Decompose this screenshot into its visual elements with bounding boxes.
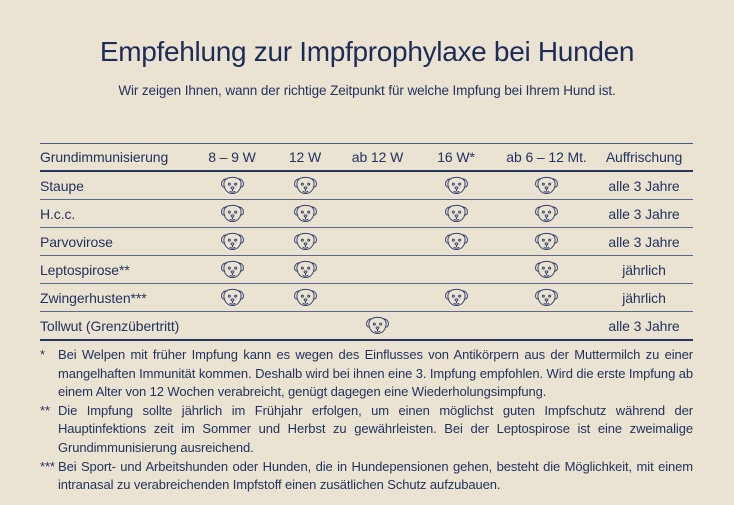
row-label: Parvovirose [40,233,113,250]
footnote [40,458,693,495]
dose-cell [195,203,269,225]
dog-face-icon [443,231,470,253]
table-row [40,256,693,284]
dose-cell [341,315,414,337]
footnote [40,402,693,458]
refresh-interval: alle 3 Jahre [608,233,680,250]
row-label: Zwingerhusten*** [40,289,147,306]
refresh-interval: jährlich [622,261,666,278]
row-label: Staupe [40,177,84,194]
dose-cell [269,203,341,225]
dose-cell [414,175,498,197]
column-header-12w: 12 W [288,149,322,165]
dog-face-icon [443,203,470,225]
dose-cell [195,175,269,197]
table-row [40,312,693,341]
dose-cell [498,231,595,253]
row-label: Tollwut (Grenzübertritt) [40,317,180,334]
refresh-interval: jährlich [622,289,666,306]
dose-cell [498,259,595,281]
dose-cell [195,287,269,309]
dog-face-icon [443,175,470,197]
footnote-text: Bei Sport- und Arbeitshunden oder Hunden, die in Hundepensionen gehen, besteht die Möglichkeit, mit einem intranasal zu verabreichenden Impfstoff einen zusätlichen Schutz aufzubauen. [58,458,693,493]
column-header-grundimmunisierung: Grundimmunisierung [40,149,169,165]
dog-face-icon [292,203,319,225]
table-row [40,228,693,256]
dog-face-icon [219,203,246,225]
footnote-marker: ** [40,402,50,418]
dog-face-icon [364,315,391,337]
dog-face-icon [219,175,246,197]
dose-cell [195,259,269,281]
footnote-marker: * [40,347,45,362]
vaccination-table [40,143,693,341]
footnotes [40,346,693,495]
column-header-6-12mt: ab 6 – 12 Mt. [506,149,587,165]
table-header-row [40,143,693,172]
dose-cell [498,287,595,309]
table-row [40,284,693,312]
dose-cell [414,231,498,253]
dog-face-icon [533,287,560,309]
dose-cell [498,175,595,197]
dog-face-icon [292,259,319,281]
footnote-text: Die Impfung sollte jährlich im Frühjahr erfolgen, um einen möglichst guten Impfschutz während der Hauptinfektions zeit im Sommer und Herbst zu gewährleisten. Bei der Leptospirose ist eine zweimalige Grundimmunisierung ausreichend. [58,402,693,455]
row-label: Leptospirose** [40,261,130,278]
dose-cell [269,231,341,253]
dog-face-icon [292,287,319,309]
dog-face-icon [533,175,560,197]
page-title: Empfehlung zur Impfprophylaxe bei Hunden [99,36,635,67]
row-label: H.c.c. [40,205,76,222]
dose-cell [269,175,341,197]
table-row [40,172,693,200]
dose-cell [195,231,269,253]
dose-cell [269,287,341,309]
page-subtitle: Wir zeigen Ihnen, wann der richtige Zeitpunkt für welche Impfung bei Ihrem Hund ist. [118,83,616,98]
column-header-8-9w: 8 – 9 W [208,149,256,165]
dog-face-icon [533,231,560,253]
dog-face-icon [219,231,246,253]
dog-face-icon [219,259,246,281]
footnote-text: Bei Welpen mit früher Impfung kann es wegen des Einflusses von Antikörpern aus der Muttermilch zu einer mangelhaften Immunität kommen. Deshalb wird bei ihnen eine 3. Impfung empfohlen. Wird die erste Impfung ab einem Alter von 12 Wochen verabreicht, genügt dagegen eine Wiederholungsimpfung. [58,347,693,400]
dog-face-icon [292,231,319,253]
footnote-marker: *** [40,458,55,474]
dog-face-icon [292,175,319,197]
dog-face-icon [443,287,470,309]
column-header-ab12w: ab 12 W [351,149,404,165]
footnote [40,346,693,402]
dose-cell [269,259,341,281]
refresh-interval: alle 3 Jahre [608,205,680,222]
dose-cell [414,203,498,225]
dog-face-icon [533,203,560,225]
dose-cell [414,287,498,309]
dog-face-icon [533,259,560,281]
refresh-interval: alle 3 Jahre [608,317,680,334]
refresh-interval: alle 3 Jahre [608,177,680,194]
table-row [40,200,693,228]
column-header-auffrischung: Auffrischung [605,149,683,165]
dose-cell [498,203,595,225]
column-header-16w: 16 W* [437,149,475,165]
dog-face-icon [219,287,246,309]
